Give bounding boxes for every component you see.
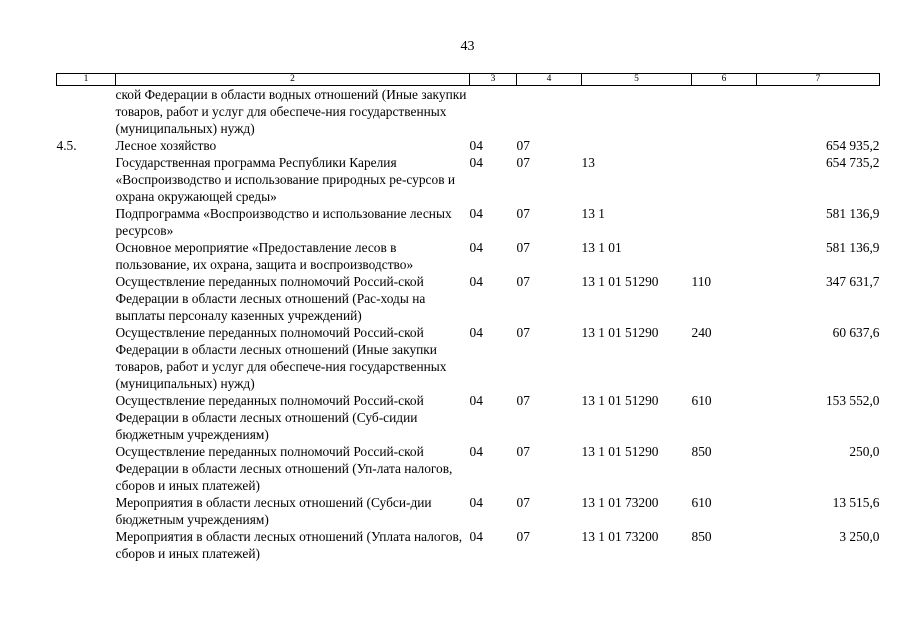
amount-cell: 153 552,0 [825,393,880,408]
row-number-cell [57,494,116,528]
subsection-code-cell: 07 [516,240,530,255]
item-name-cell: Подпрограмма «Воспроизводство и использование лесных ресурсов» [115,206,452,238]
amount-cell [757,86,880,138]
section-code-cell: 04 [469,155,483,170]
expense-type-cell [692,137,757,154]
target-article-cell [582,86,692,138]
item-name-cell: Основное мероприятие «Предоставление лесов в пользование, их охрана, защита и воспроизводство» [115,240,414,272]
target-article-cell: 13 [581,155,595,170]
table-row [57,154,880,205]
amount-cell: 250,0 [849,444,880,459]
target-article-cell: 13 1 01 51290 [581,325,659,340]
target-article-cell: 13 1 [581,206,605,221]
expense-type-cell [692,205,757,239]
section-code-cell: 04 [469,393,483,408]
item-name-cell: Осуществление переданных полномочий Россий-ской Федерации в области лесных отношений (Суб-сидии бюджетным учреждениям) [115,393,424,442]
section-code-cell: 04 [469,274,483,289]
row-number-cell [57,205,116,239]
expense-type-cell: 610 [691,495,712,510]
expense-type-cell [692,154,757,205]
table-row [57,86,880,138]
subsection-code-cell: 07 [516,393,530,408]
section-code-cell: 04 [469,240,483,255]
column-header: 2 [116,74,470,86]
table-row [57,324,880,392]
section-code-cell: 04 [469,325,483,340]
amount-cell: 581 136,9 [825,206,880,221]
column-header: 1 [57,74,116,86]
table-row [57,205,880,239]
expense-type-cell: 110 [691,274,712,289]
subsection-code-cell: 07 [516,444,530,459]
section-code-cell: 04 [469,495,483,510]
section-code-cell: 04 [469,138,483,153]
row-number-cell [57,154,116,205]
expense-type-cell: 850 [691,529,712,544]
subsection-code-cell: 07 [516,495,530,510]
amount-cell: 654 935,2 [825,138,880,153]
column-header: 3 [470,74,517,86]
amount-cell: 3 250,0 [839,529,880,544]
row-number-cell [57,239,116,273]
target-article-cell: 13 1 01 73200 [581,529,659,544]
subsection-code-cell: 07 [516,529,530,544]
item-name-cell: Лесное хозяйство [115,138,217,153]
subsection-code-cell: 07 [516,325,530,340]
target-article-cell: 13 1 01 51290 [581,274,659,289]
item-name-cell: ской Федерации в области водных отношений (Иные закупки товаров, работ и услуг для обеспече-ния государственных (муниципальных) нужд) [115,87,467,136]
row-number-cell [57,273,116,324]
expense-type-cell [692,239,757,273]
column-header: 5 [582,74,692,86]
section-code-cell [470,86,517,138]
table-body [57,86,880,563]
section-code-cell: 04 [469,444,483,459]
table-row [57,137,880,154]
amount-cell: 581 136,9 [825,240,880,255]
item-name-cell: Осуществление переданных полномочий Россий-ской Федерации в области лесных отношений (Иные закупки товаров, работ и услуг для обеспече-ния государственных (муниципальных) нужд) [115,325,447,391]
table-row [57,443,880,494]
table-row [57,494,880,528]
column-header: 7 [757,74,880,86]
target-article-cell: 13 1 01 73200 [581,495,659,510]
budget-table [56,73,880,562]
subsection-code-cell: 07 [516,206,530,221]
column-header: 6 [692,74,757,86]
amount-cell: 60 637,6 [832,325,880,340]
item-name-cell: Осуществление переданных полномочий Россий-ской Федерации в области лесных отношений (Уп-лата налогов, сборов и иных платежей) [115,444,453,493]
amount-cell: 13 515,6 [832,495,880,510]
item-name-cell: Мероприятия в области лесных отношений (Уплата налогов, сборов и иных платежей) [115,529,463,561]
subsection-code-cell: 07 [516,138,530,153]
expense-type-cell: 610 [691,393,712,408]
expense-type-cell [692,86,757,138]
target-article-cell: 13 1 01 51290 [581,444,659,459]
row-number-cell [57,324,116,392]
amount-cell: 347 631,7 [825,274,880,289]
target-article-cell: 13 1 01 51290 [581,393,659,408]
table-row [57,392,880,443]
table-row [57,239,880,273]
amount-cell: 654 735,2 [825,155,880,170]
subsection-code-cell: 07 [516,155,530,170]
row-number-cell [57,392,116,443]
item-name-cell: Мероприятия в области лесных отношений (Субси-дии бюджетным учреждениям) [115,495,432,527]
target-article-cell [582,137,692,154]
column-header: 4 [517,74,582,86]
column-number-header-row [57,74,880,86]
subsection-code-cell: 07 [516,274,530,289]
table-row [57,273,880,324]
expense-type-cell: 240 [691,325,712,340]
row-number-cell [57,86,116,138]
row-number-cell [57,528,116,562]
item-name-cell: Осуществление переданных полномочий Россий-ской Федерации в области лесных отношений (Рас-ходы на выплаты персоналу казенных учреждений) [115,274,426,323]
subsection-code-cell [517,86,582,138]
page-number: 43 [460,39,475,54]
target-article-cell: 13 1 01 [581,240,622,255]
row-number-cell [57,443,116,494]
section-code-cell: 04 [469,206,483,221]
item-name-cell: Государственная программа Республики Карелия «Воспроизводство и использование природных ре-сурсов и охрана окружающей среды» [115,155,456,204]
table-row [57,528,880,562]
row-number-cell: 4.5. [56,138,77,153]
expense-type-cell: 850 [691,444,712,459]
section-code-cell: 04 [469,529,483,544]
